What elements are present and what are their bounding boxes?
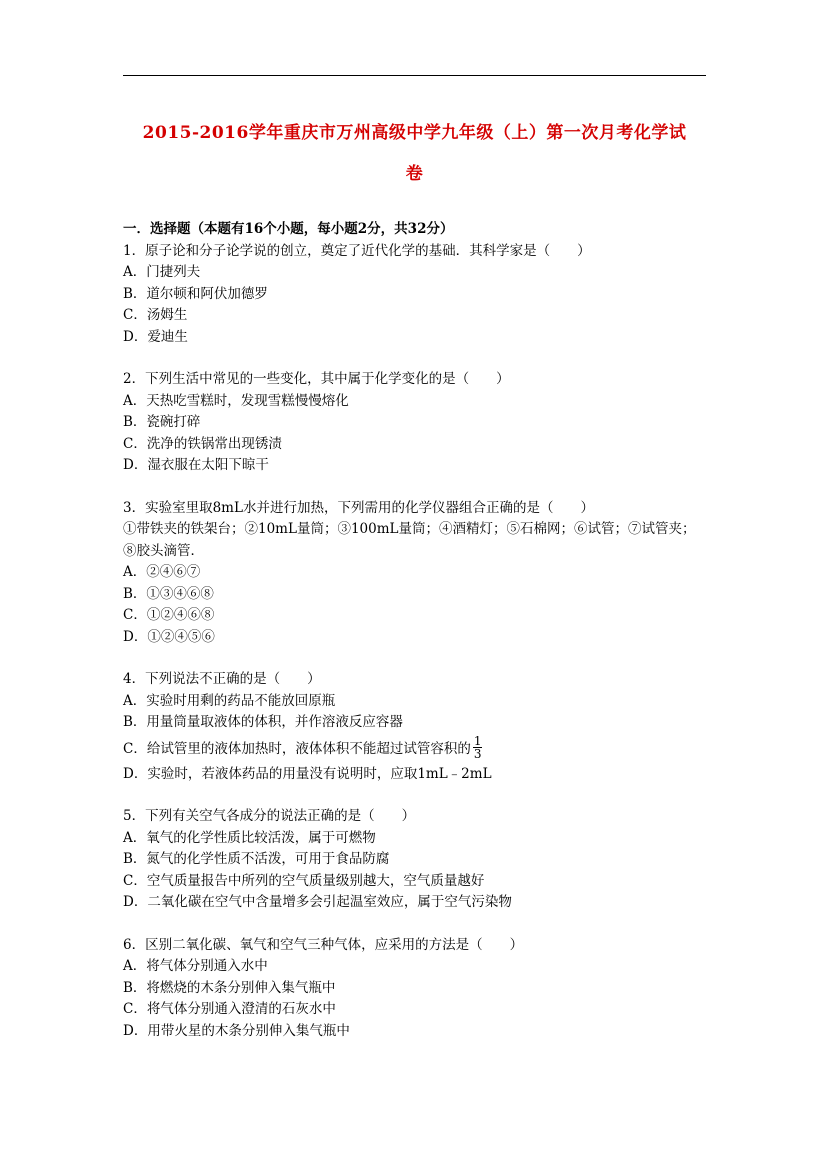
question-stem: 5．下列有关空气各成分的说法正确的是（ ） (123, 808, 416, 824)
option-d: D．爱迪生 (123, 328, 188, 345)
option-a: A．将气体分别通入水中 (123, 958, 268, 974)
question-stem: 1．原子论和分子论学说的创立，奠定了近代化学的基础．其科学家是（ ） (123, 242, 591, 259)
question-stem: 6．区别二氧化碳、氧气和空气三种气体，应采用的方法是（ ） (123, 936, 524, 953)
question-stem: 3．实验室里取8mL水并进行加热，下列需用的化学仪器组合正确的是（ ） (123, 499, 594, 516)
option-a: A．门捷列夫 (123, 264, 201, 280)
option-b: B．用量筒量取液体的体积，并作溶液反应容器 (123, 714, 403, 730)
option-b: B．①③④⑥⑧ (123, 585, 214, 602)
option-d: D．①②④⑤⑥ (123, 628, 215, 645)
option-c: C．将气体分别通入澄清的石灰水中 (123, 1001, 336, 1017)
question-3 (123, 498, 713, 649)
option-a: A．实验时用剩的药品不能放回原瓶 (123, 692, 336, 709)
question-5 (123, 806, 713, 914)
option-b: B．道尔顿和阿伏加德罗 (123, 285, 268, 302)
question-6 (123, 935, 713, 1043)
question-4 (123, 669, 713, 785)
question-2 (123, 369, 713, 477)
option-c: C．空气质量报告中所列的空气质量级别越大，空气质量越好 (123, 872, 485, 889)
question-1 (123, 241, 713, 349)
option-a: A．②④⑥⑦ (123, 564, 201, 580)
header-rule (123, 75, 706, 76)
question-stem: 4．下列说法不正确的是（ ） (123, 671, 321, 687)
option-c-text: C．给试管里的液体加热时，液体体积不能超过试管容积的 (123, 740, 471, 757)
page-title-line1: 2015-2016学年重庆市万州高级中学九年级（上）第一次月考化学试 (142, 123, 687, 143)
option-a: A．天热吃雪糕时，发现雪糕慢慢熔化 (123, 392, 349, 409)
option-c: C．洗净的铁锅常出现锈渍 (123, 435, 282, 452)
option-d: D．用带火星的木条分别伸入集气瓶中 (123, 1022, 350, 1039)
option-d: D．实验时，若液体药品的用量没有说明时，应取1mL﹣2mL (123, 765, 492, 782)
option-d: D．湿衣服在太阳下晾干 (123, 457, 269, 473)
section-heading: 一．选择题（本题有16个小题，每小题2分，共32分） (123, 221, 454, 237)
fraction-one-third (473, 735, 483, 760)
page-title-line2: 卷 (405, 164, 424, 184)
option-c: C．①②④⑥⑧ (123, 607, 215, 623)
option-a: A．氧气的化学性质比较活泼，属于可燃物 (123, 829, 376, 846)
question-stem-list: ①带铁夹的铁架台；②10mL量筒；③100mL量筒；④酒精灯；⑤石棉网；⑥试管；⑦试管夹； (123, 521, 696, 537)
option-b: B．将燃烧的木条分别伸入集气瓶中 (123, 979, 336, 996)
option-b: B．氮气的化学性质不活泼，可用于食品防腐 (123, 851, 390, 867)
fraction-denominator: 3 (473, 746, 482, 761)
option-b: B．瓷碗打碎 (123, 414, 201, 430)
exam-content (123, 219, 713, 1063)
option-c: C．汤姆生 (123, 307, 188, 323)
question-stem-list-end: ⑧胶头滴管． (123, 542, 204, 559)
option-d: D．二氧化碳在空气中含量增多会引起温室效应，属于空气污染物 (123, 894, 512, 910)
fraction-numerator: 1 (473, 733, 482, 748)
option-c (123, 734, 713, 764)
question-stem: 2．下列生活中常见的一些变化，其中属于化学变化的是（ ） (123, 371, 510, 387)
